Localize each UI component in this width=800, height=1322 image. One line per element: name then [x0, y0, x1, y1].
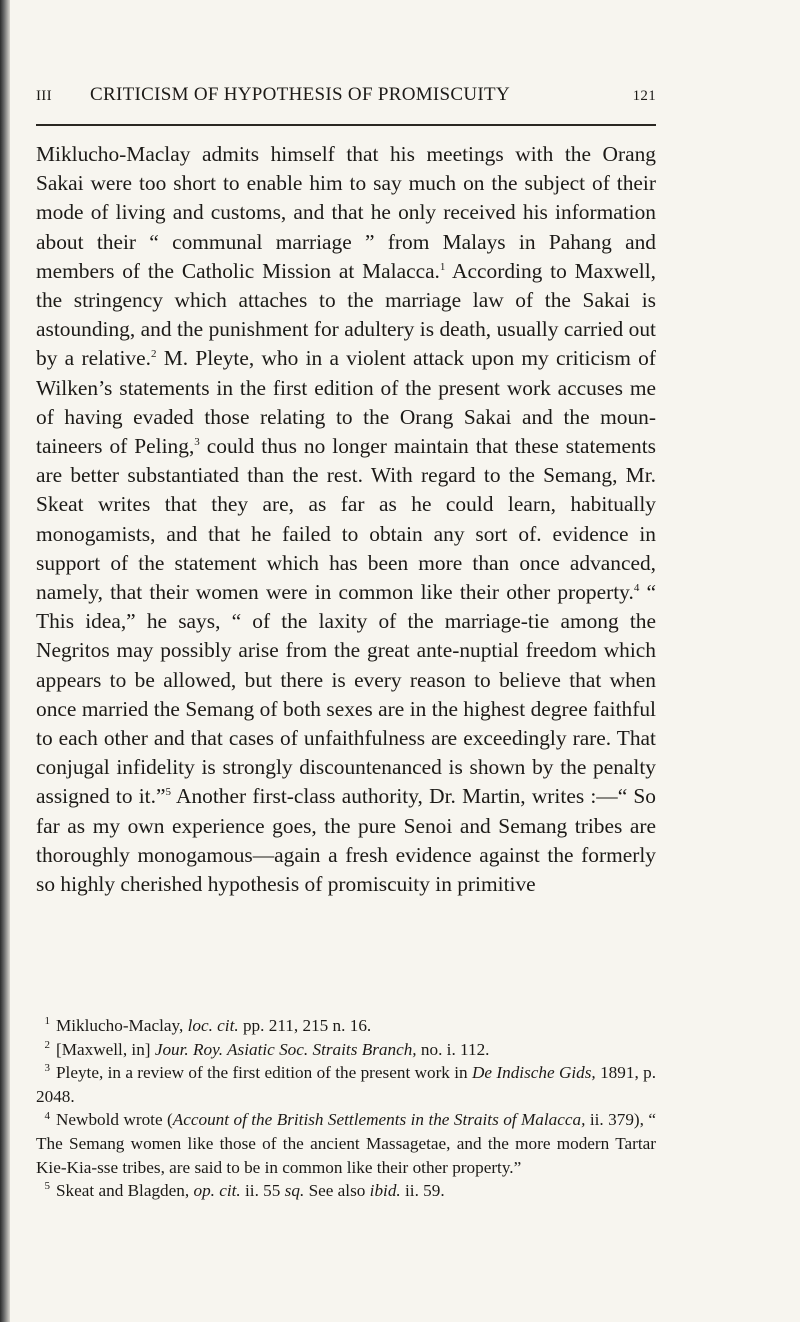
- footnote-citation: ibid.: [369, 1181, 401, 1201]
- footnote-citation: op. cit.: [193, 1181, 241, 1201]
- footnote-text: [Maxwell, in]: [56, 1039, 155, 1059]
- header-rule: [36, 124, 656, 126]
- footnote: 2 [Maxwell, in] Jour. Roy. Asiatic Soc. Straits Branch, no. i. 112.: [44, 1038, 490, 1059]
- footnotes: [36, 1014, 656, 1203]
- body-paragraph: [36, 140, 656, 899]
- footnote-citation: sq.: [284, 1181, 305, 1201]
- footnote-ref: 2: [150, 348, 157, 361]
- body-text-segment: could thus no longer maintain that these statements are better substantiated than the rest. With regard to the Semang, Mr. Skeat writes that they are, as far as he could learn, habitually monogamists, and that he failed to obtain any sort of. evidence in support of the statement which has been more than once advanced, namely, that their women were in common like their other property.: [36, 434, 656, 605]
- footnote-text: Pleyte, in a review of the first edition of the present work in: [56, 1063, 472, 1083]
- footnote-text: ii. 55: [240, 1181, 285, 1201]
- footnote-ref: 5: [165, 786, 171, 799]
- footnote-text: Newbold wrote (: [56, 1110, 173, 1130]
- footnote-citation: Account of the British Settlements in the Straits of Malacca,: [172, 1110, 586, 1130]
- footnote-ref: 1: [439, 260, 446, 273]
- footnote-ref: 3: [194, 435, 200, 448]
- footnote-ref: 4: [633, 581, 640, 594]
- body-text-segment: “ This idea,” he says, “ of the laxity of the marriage-tie among the Negritos may possibly arise from the great ante-nuptial freedom which appears to be allowed, but there is every reason to believe that when once married the Semang of both sexes are in the highest degree faithful to each other and that cases of unfaithfulness are exceedingly rare. That conjugal infidelity is strongly discountenanced is shown by the penalty assigned to it.”: [36, 580, 657, 809]
- footnote-citation: loc. cit.: [187, 1016, 239, 1035]
- footnote: 3 Pleyte, in a review of the first edition of the present work in De Indische Gids, 1891, p. 2048.: [36, 1062, 657, 1106]
- footnote-text: ii. 59.: [400, 1181, 445, 1201]
- running-title: CRITICISM OF HYPOTHESIS OF PROMISCUITY: [90, 84, 510, 105]
- page-binding-edge: [0, 0, 10, 1322]
- footnote-text: 1891, p. 2048.: [36, 1063, 657, 1106]
- body-text-segment: Miklucho-Maclay admits himself that his meetings with the Orang Sakai were too short to enable him to say much on the subject of their mode of living and customs, and that he only received his information about their “ communal marriage ” from Malays in Pahang and members of the Catholic Mission at Malacca.: [36, 142, 656, 283]
- body-text-segment: According to Maxwell, the stringency which attaches to the marriage law of the Sakai is astounding, and the punishment for adultery is death, usually carried out by a relative.: [36, 258, 657, 371]
- body-text-segment: M. Pleyte, who in a violent attack upon my criticism of Wilken’s statements in the first edition of the present work accuses me of having evaded those relating to the Orang Sakai and the moun- taineers of Peling,: [36, 346, 656, 459]
- footnote: 1 Miklucho-Maclay, loc. cit. pp. 211, 215 n. 16.: [44, 1015, 372, 1035]
- footnote-text: no. i. 112.: [416, 1039, 490, 1059]
- footnote-text: pp. 211, 215 n. 16.: [238, 1016, 372, 1035]
- body-text-segment: Another first-class authority, Dr. Martin, writes :—“ So far as my own experience goes, the pure Senoi and Semang tribes are thoroughly monogamous—again a fresh evidence against the formerly so highly cherished hypothesis of promiscuity in primitive: [36, 784, 656, 897]
- footnote-text: Miklucho-Maclay,: [56, 1016, 188, 1035]
- footnote-text: ii. 379), “ The Semang women like those of the ancient Massagetae, and the more modern Tartar Kie-Kia-sse tribes, are said to be in common like their other property.”: [36, 1110, 656, 1177]
- footnote-citation: De Indische Gids,: [471, 1063, 596, 1083]
- footnote-text: Skeat and Blagden,: [56, 1181, 194, 1201]
- page-number: 121: [632, 88, 656, 104]
- footnote: 5 Skeat and Blagden, op. cit. ii. 55 sq. See also ibid. ii. 59.: [44, 1180, 445, 1201]
- footnote: 4 Newbold wrote (Account of the British Settlements in the Straits of Malacca, ii. 379), “ The Semang women like those of the ancient Massagetae, and the more modern Tartar Kie-Kia-sse tribes, are said to be in common like their other property.”: [36, 1109, 656, 1177]
- running-header: [36, 84, 656, 114]
- footnote-text: See also: [304, 1181, 370, 1201]
- footnote-citation: Jour. Roy. Asiatic Soc. Straits Branch,: [154, 1039, 417, 1059]
- chapter-number: III: [36, 88, 52, 104]
